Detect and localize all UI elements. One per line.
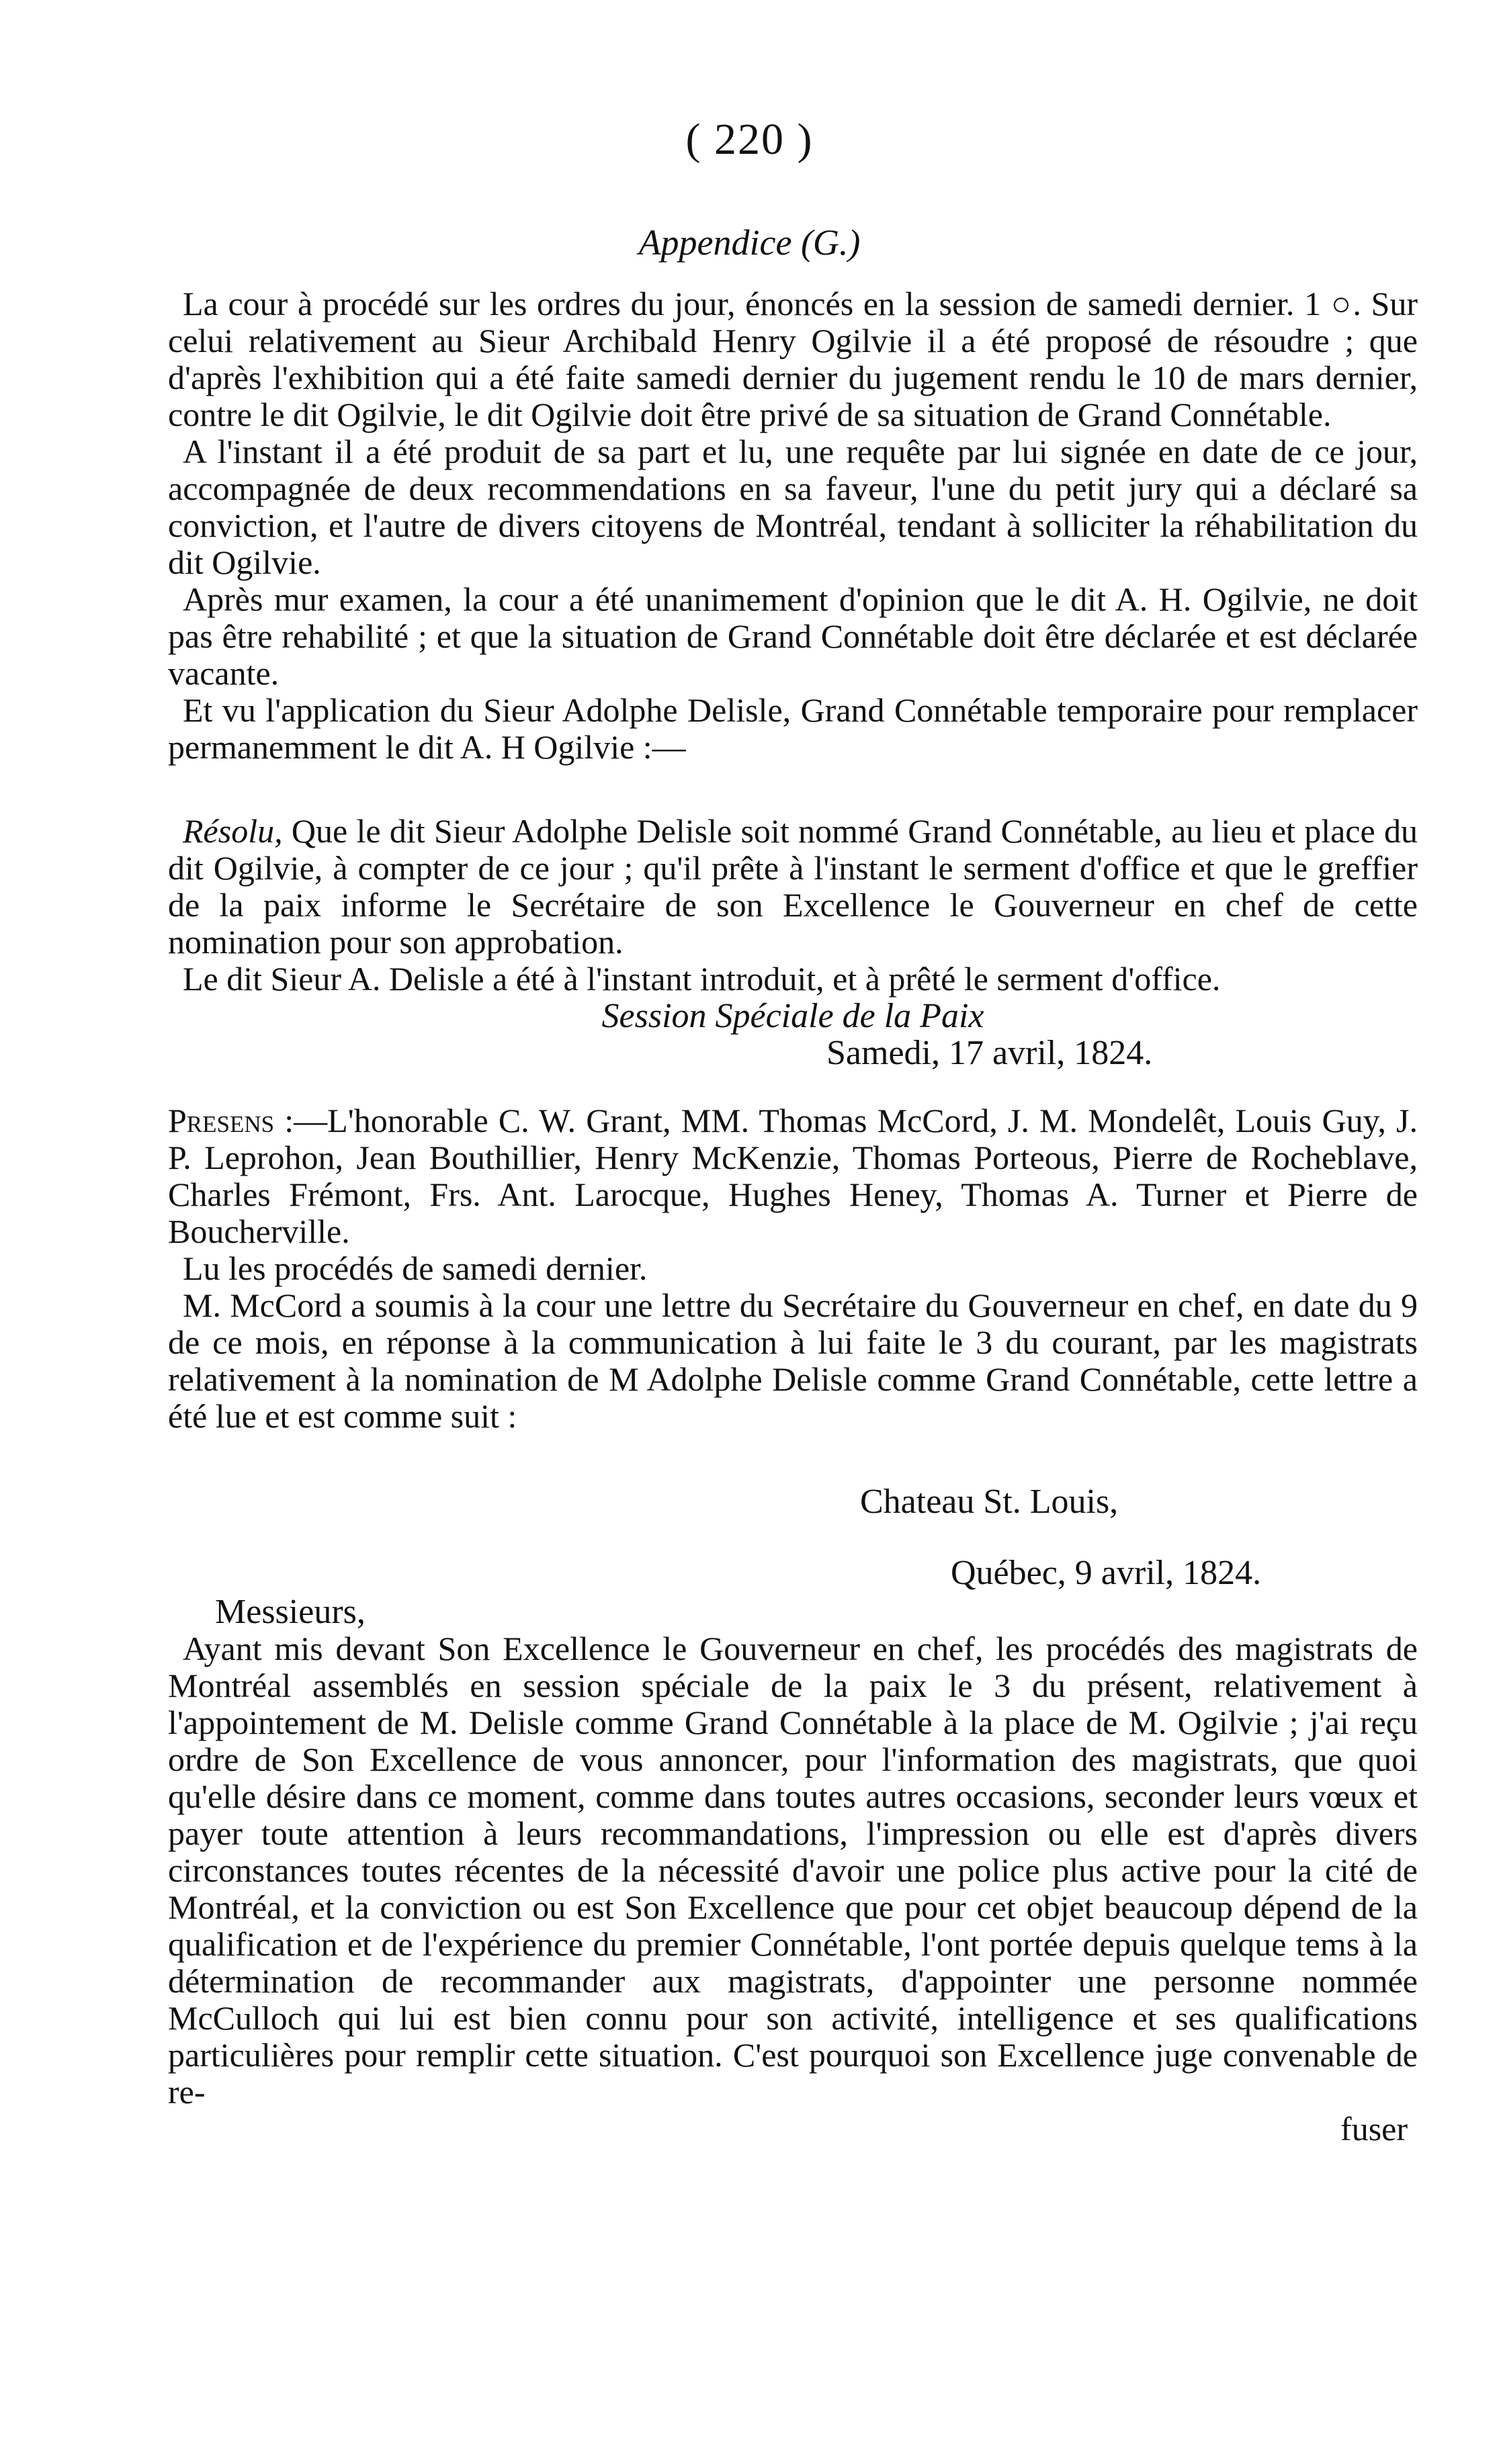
spacer bbox=[168, 766, 1418, 813]
paragraph-ogilvie-motion: La cour à procédé sur les ordres du jour, énoncés en la session de samedi dernier. 1 ○. Sur celui relativement au Sieur Archibald Henry Ogilvie il a été proposé de résoudre ; que d'après l'exhibition qui a été faite samedi dernier du jugement rendu le 10 de mars dernier, contre le dit Ogilvie, le dit Ogilvie doit être privé de sa situation de Grand Connétable. bbox=[168, 285, 1418, 433]
catchword: fuser bbox=[1340, 2110, 1408, 2148]
paragraph-examen: Après mur examen, la cour a été unanimement d'opinion que le dit A. H. Ogilvie, ne doit pas être rehabilité ; et que la situation de Grand Connétable doit être déclarée et est déclarée vacante. bbox=[168, 580, 1418, 692]
paragraph-mccord: M. McCord a soumis à la cour une lettre du Secrétaire du Gouverneur en chef, en date du 9 de ce mois, en réponse à la communication à lui faite le 3 du courant, par les magistrats relativement à la nomination de M Adolphe Delisle comme Grand Connétable, cette lettre a été lue et est comme suit : bbox=[168, 1286, 1418, 1435]
paragraph-presens bbox=[168, 1102, 1418, 1250]
session-title: Session Spéciale de la Paix bbox=[601, 997, 984, 1035]
paragraph-requete: A l'instant il a été produit de sa part et lu, une requête par lui signée en date de ce jour, accompagnée de deux recommendations en sa faveur, l'une du petit jury qui a déclaré sa conviction, et l'autre de divers citoyens de Montréal, tendant à solliciter la réhabilitation du dit Ogilvie. bbox=[168, 433, 1418, 581]
page-number: ( 220 ) bbox=[685, 115, 814, 164]
letter-body: Ayant mis devant Son Excellence le Gouverneur en chef, les procédés des magistrats de Montréal assemblés en session spéciale de la paix le 3 du présent, relativement à l'appointement de M. Delisle comme Grand Connétable à la place de M. Ogilvie ; j'ai reçu ordre de Son Excellence de vous annoncer, pour l'information des magistrats, que quoi qu'elle désire dans ce moment, comme dans toutes autres occasions, seconder leurs vœux et payer toute attention à leurs recommandations, l'impression ou elle est d'après divers circonstances toutes récentes de la nécessité d'avoir une police plus active pour la cité de Montréal, et la conviction ou est Son Excellence que pour cet objet beaucoup dépend de la qualification et de l'expérience du premier Connétable, l'ont portée depuis quelque tems à la détermination de recommander aux magistrats, d'appointer une personne nommée McCulloch qui lui est bien connu pour son activité, intelligence et ses qualifications particulières pour remplir cette situation. C'est pourquoi son Excellence juge convenable de re- bbox=[168, 1630, 1418, 2111]
paragraph-resolution bbox=[168, 813, 1418, 961]
resolution-text: Que le dit Sieur Adolphe Delisle soit nommé Grand Connétable, au lieu et place du dit Ogilvie, à compter de ce jour ; qu'il prête à l'instant le serment d'office et que le greffier de la paix informe le Secrétaire de son Excellence le Gouverneur en chef de cette nomination pour son approbation. bbox=[168, 812, 1418, 961]
letter-salutation: Messieurs, bbox=[215, 1593, 366, 1631]
letter-date: Québec, 9 avril, 1824. bbox=[951, 1554, 1262, 1592]
resolution-label: Résolu, bbox=[183, 812, 283, 850]
letter-place: Chateau St. Louis, bbox=[860, 1483, 1119, 1521]
paragraph-application: Et vu l'application du Sieur Adolphe Delisle, Grand Connétable temporaire pour remplacer permanemment le dit A. H Ogilvie :— bbox=[168, 691, 1418, 766]
appendix-title: Appendice (G.) bbox=[638, 222, 861, 263]
spacer bbox=[168, 1071, 1418, 1102]
presens-label: Presens bbox=[168, 1102, 275, 1139]
session-date: Samedi, 17 avril, 1824. bbox=[826, 1034, 1153, 1072]
spacer bbox=[168, 1435, 1418, 1482]
presens-text: :—L'honorable C. W. Grant, MM. Thomas McCord, J. M. Mondelêt, Louis Guy, J. P. Leprohon, Jean Bouthillier, Henry McKenzie, Thomas Porteous, Pierre de Rocheblave, Charles Frémont, Frs. Ant. Larocque, Hughes Heney, Thomas A. Turner et Pierre de Boucherville. bbox=[168, 1102, 1418, 1250]
spacer bbox=[168, 1522, 1418, 1553]
paragraph-lu: Lu les procédés de samedi dernier. bbox=[183, 1249, 648, 1287]
page-body bbox=[168, 285, 1418, 2148]
paragraph-serment: Le dit Sieur A. Delisle a été à l'instant introduit, et à prêté le serment d'office. bbox=[183, 960, 1221, 998]
